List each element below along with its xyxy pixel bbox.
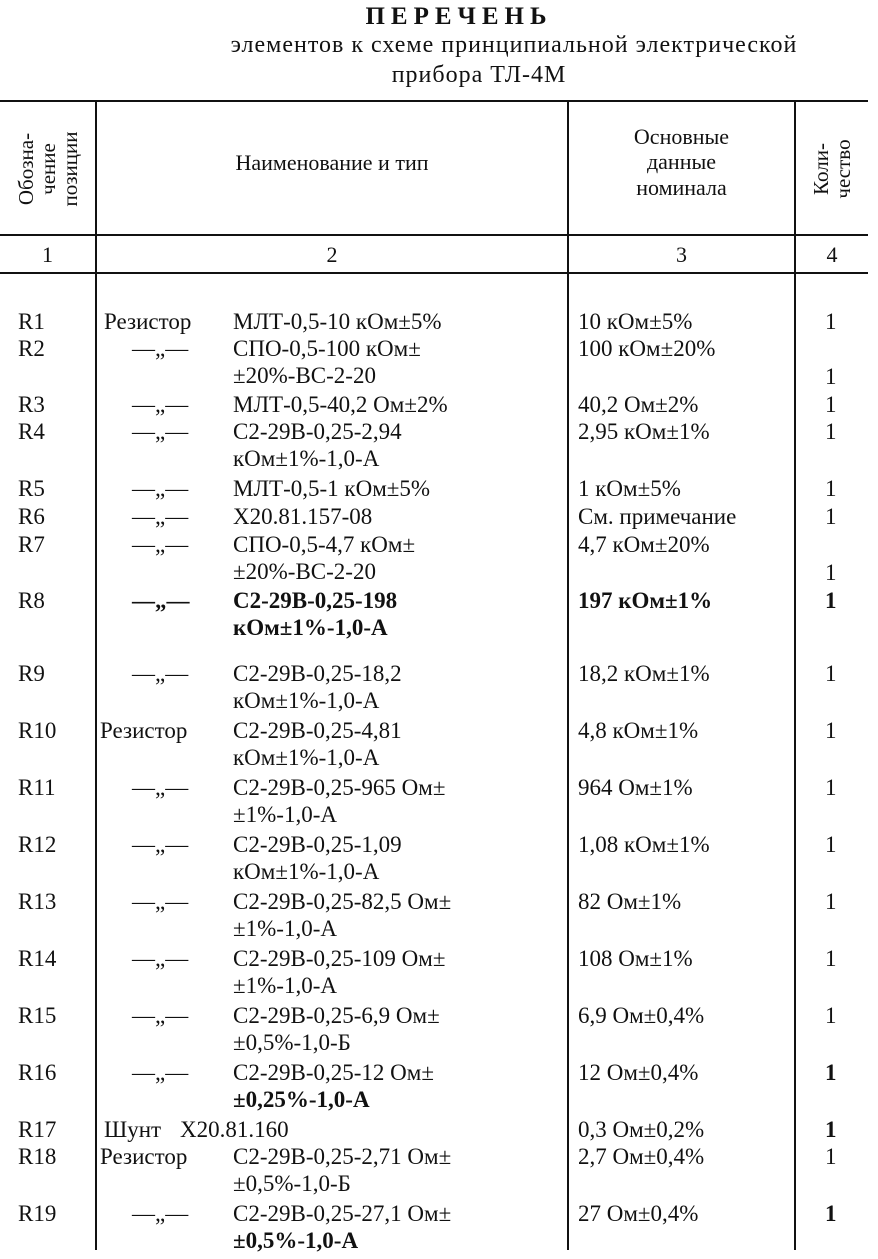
- quantity-cell: 1: [825, 1201, 837, 1226]
- type-prefix: —„—: [132, 476, 189, 501]
- type-prefix: —„—: [132, 532, 189, 557]
- position-cell: R13: [18, 889, 57, 914]
- type-prefix: —„—: [132, 336, 189, 361]
- name-cell: МЛТ-0,5-40,2 Ом±2%: [233, 392, 448, 417]
- title-line-3: прибора ТЛ-4М: [391, 62, 567, 88]
- position-cell: R1: [18, 309, 45, 334]
- value-cell: 4,7 кОм±20%: [578, 532, 710, 557]
- name-cell: С2-29В-0,25-1,09 кОм±1%-1,0-А: [233, 832, 402, 884]
- column-number-3: 3: [676, 242, 687, 267]
- quantity-cell: 1: [825, 1117, 837, 1142]
- value-cell: 6,9 Ом±0,4%: [578, 1003, 705, 1028]
- name-cell: С2-29В-0,25-4,81 кОм±1%-1,0-А: [233, 718, 402, 770]
- value-cell: 18,2 кОм±1%: [578, 661, 710, 686]
- type-prefix: —„—: [132, 1003, 189, 1028]
- quantity-cell: 1: [825, 588, 837, 613]
- position-cell: R8: [18, 588, 45, 613]
- position-cell: R11: [18, 775, 56, 800]
- type-prefix: Резистор: [100, 718, 188, 743]
- name-cell: С2-29В-0,25-18,2 кОм±1%-1,0-А: [233, 661, 402, 713]
- name-cell: С2-29В-0,25-2,94 кОм±1%-1,0-А: [233, 419, 402, 471]
- quantity-cell: 1: [825, 775, 837, 800]
- position-cell: R5: [18, 476, 45, 501]
- header-position-designation: Обозна- чение позиции: [13, 131, 82, 207]
- type-prefix: —„—: [132, 775, 189, 800]
- quantity-cell: 1: [825, 832, 837, 857]
- column-number-4: 4: [826, 242, 838, 267]
- type-prefix: —„—: [132, 1060, 189, 1085]
- quantity-cell: 1: [825, 419, 837, 444]
- quantity-cell: 1: [825, 364, 837, 389]
- value-cell: 2,7 Ом±0,4%: [578, 1144, 705, 1169]
- quantity-cell: 1: [825, 1060, 837, 1085]
- type-prefix: —„—: [132, 889, 189, 914]
- position-cell: R14: [18, 946, 57, 971]
- name-cell: С2-29В-0,25-198 кОм±1%-1,0-А: [233, 588, 398, 640]
- quantity-cell: 1: [825, 718, 837, 743]
- quantity-cell: 1: [825, 1003, 837, 1028]
- column-divider-3: [794, 100, 796, 1250]
- quantity-cell: 1: [825, 392, 837, 417]
- position-cell: R18: [18, 1144, 57, 1169]
- name-cell: С2-29В-0,25-109 Ом± ±1%-1,0-А: [233, 946, 446, 998]
- name-cell: С2-29В-0,25-965 Ом± ±1%-1,0-А: [233, 775, 446, 827]
- type-prefix: —„—: [132, 419, 189, 444]
- column-number-2: 2: [326, 242, 338, 267]
- type-prefix: —„—: [132, 661, 189, 686]
- position-cell: R17: [18, 1117, 57, 1142]
- column-divider-2: [567, 100, 569, 1250]
- position-cell: R4: [18, 419, 45, 444]
- quantity-cell: 1: [825, 504, 837, 529]
- quantity-cell: 1: [825, 661, 837, 686]
- name-cell: Х20.81.157-08: [233, 504, 373, 529]
- quantity-cell: 1: [825, 889, 837, 914]
- value-cell: 1 кОм±5%: [578, 476, 681, 501]
- quantity-cell: 1: [825, 560, 837, 585]
- header-quantity: Коли- чество: [808, 139, 855, 199]
- type-prefix: Резистор: [104, 309, 192, 334]
- value-cell: См. примечание: [578, 504, 737, 529]
- header-nominal-data: Основные данные номинала: [633, 124, 730, 200]
- title-line-1: ПЕРЕЧЕНЬ: [365, 3, 553, 30]
- value-cell: 100 кОм±20%: [578, 336, 716, 361]
- type-prefix: —„—: [132, 588, 190, 613]
- type-prefix: Резистор: [100, 1144, 188, 1169]
- title-line-2: элементов к схеме принципиальной электрической: [230, 32, 798, 58]
- value-cell: 2,95 кОм±1%: [578, 419, 710, 444]
- quantity-cell: 1: [825, 1144, 837, 1169]
- type-prefix: —„—: [132, 832, 189, 857]
- value-cell: 40,2 Ом±2%: [578, 392, 699, 417]
- quantity-cell: 1: [825, 309, 837, 334]
- position-cell: R6: [18, 504, 45, 529]
- value-cell: 964 Ом±1%: [578, 775, 693, 800]
- type-prefix: —„—: [132, 504, 189, 529]
- position-cell: R15: [18, 1003, 57, 1028]
- name-cell: МЛТ-0,5-10 кОм±5%: [233, 309, 442, 334]
- value-cell: 108 Ом±1%: [578, 946, 693, 971]
- type-prefix: Шунт: [104, 1117, 162, 1142]
- name-cell: МЛТ-0,5-1 кОм±5%: [233, 476, 431, 501]
- header-name-and-type: Наименование и тип: [235, 150, 429, 175]
- column-divider-1: [95, 100, 97, 1250]
- header-divider: [0, 234, 868, 236]
- name-cell: СПО-0,5-4,7 кОм± ±20%-ВС-2-20: [233, 532, 416, 584]
- document-title: [0, 4, 878, 87]
- column-number-1: 1: [42, 242, 53, 267]
- value-cell: 1,08 кОм±1%: [578, 832, 710, 857]
- value-cell: 82 Ом±1%: [578, 889, 682, 914]
- type-prefix: —„—: [132, 1201, 189, 1226]
- value-cell: 12 Ом±0,4%: [578, 1060, 699, 1085]
- value-cell: 0,3 Ом±0,2%: [578, 1117, 705, 1142]
- name-cell: С2-29В-0,25-6,9 Ом± ±0,5%-1,0-Б: [233, 1003, 440, 1055]
- position-cell: R3: [18, 392, 45, 417]
- value-cell: 197 кОм±1%: [578, 588, 713, 613]
- position-cell: R19: [18, 1201, 57, 1226]
- name-cell: Х20.81.160: [180, 1117, 289, 1142]
- quantity-cell: 1: [825, 476, 837, 501]
- position-cell: R10: [18, 718, 57, 743]
- type-prefix: —„—: [132, 946, 189, 971]
- position-cell: R2: [18, 336, 45, 361]
- name-cell: С2-29В-0,25-82,5 Ом± ±1%-1,0-А: [233, 889, 452, 941]
- name-cell: С2-29В-0,25-2,71 Ом± ±0,5%-1,0-Б: [233, 1144, 452, 1196]
- type-prefix: —„—: [132, 392, 189, 417]
- table-top-border: [0, 100, 868, 102]
- name-cell: С2-29В-0,25-12 Ом± ±0,25%-1,0-А: [233, 1060, 434, 1112]
- position-cell: R7: [18, 532, 45, 557]
- value-cell: 27 Ом±0,4%: [578, 1201, 699, 1226]
- name-cell: СПО-0,5-100 кОм± ±20%-ВС-2-20: [233, 336, 421, 388]
- position-cell: R16: [18, 1060, 57, 1085]
- column-number-divider: [0, 272, 868, 274]
- value-cell: 4,8 кОм±1%: [578, 718, 699, 743]
- position-cell: R9: [18, 661, 45, 686]
- quantity-cell: 1: [825, 946, 837, 971]
- name-cell: С2-29В-0,25-27,1 Ом± ±0,5%-1,0-А: [233, 1201, 452, 1253]
- position-cell: R12: [18, 832, 57, 857]
- value-cell: 10 кОм±5%: [578, 309, 693, 334]
